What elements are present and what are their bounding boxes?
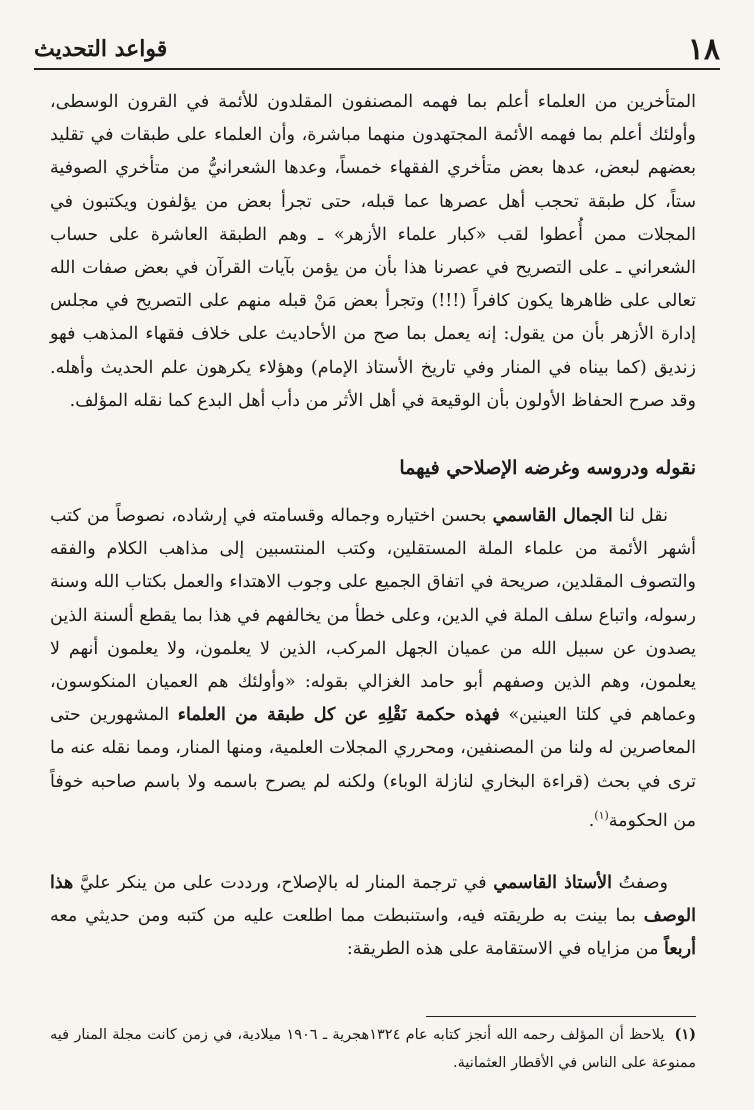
- page-header: [34, 30, 720, 70]
- footnote: [50, 1021, 696, 1077]
- paragraph-3-text: [50, 867, 696, 967]
- paragraph-2: [50, 500, 696, 838]
- paragraph-1-text: المتأخرين من العلماء أعلم بما فهمه المصنفون المقلدون للأئمة في القرون الوسطى، وأولئك أعلم بما فهمه الأئمة المجتهدون منهما مباشرة، وأن العلماء على طبقات في تقليد بعضهم لبعض، عدها بعض متأخري الفقهاء خمساً، وعدها الشعرانيُّ من متأخري الصوفية ستاً، كل طبقة تحجب أهل عصرها عما قبله، حتى تجرأ بعض من يؤلفون ويكتبون في المجلات ممن أُعطوا لقب «كبار علماء الأزهر» ـ وهم الطبقة العاشرة على حساب الشعراني ـ على التصريح في عصرنا هذا بأن من يؤمن بآيات القرآن في بعض صفات الله تعالى على ظاهرها يكون كافراً (!!!) وتجرأ بعض مَنْ قبله منهم على التصريح في مجلس إدارة الأزهر بأن من يقول: إنه يعمل بما صح من الأحاديث على خلاف فقهاء المذهب فهو زنديق (كما بيناه في المنار وفي تاريخ الأستاذ الإمام) وهؤلاء يكرهون علم الحديث وأهله. وقد صرح الحفاظ الأولون بأن الوقيعة في أهل الأثر من دأب أهل البدع كما نقله المؤلف.: [50, 92, 696, 411]
- paragraph-3-body-b: بما بينت به طريقته فيه، واستنبطت مما اطلعت عليه من كتبه ومن حديثي معه: [50, 906, 644, 927]
- paragraph-2-body-b: المشهورين حتى المعاصرين له ولنا من المصنفين، ومحرري المجلات العلمية، ومنها المنار، ومما نقله عنه ما ترى في بحث (قراءة البخاري لنازلة الوباء) ولكنه لم يصرح باسمه ولا باسم صاحبه خوفاً من الحكومة: [50, 705, 696, 831]
- paragraph-2-lead: نقل لنا: [612, 506, 668, 526]
- footnote-reference[interactable]: (١): [594, 808, 609, 822]
- bold-four: أربعاً: [664, 939, 696, 960]
- bold-this-description: هذا الوصف: [50, 873, 696, 927]
- name-ustadh-qasimi: الأستاذ القاسمي: [493, 873, 613, 893]
- paragraph-2-body-a: بحسن اختياره وجماله وقسامته في إرشاده، نصوصاً من كتب أشهر الأئمة من علماء الملة المستقلين، وكتب المنتسبين إلى مذاهب الكلام والفقه والتصوف المقلدين، صريحة في اتفاق الجميع على وجوب الاهتداء والعمل بكتاب الله وسنة رسوله، واتباع سلف الملة في الدين، وعلى خطأ من يخالفهم في هذا بما يقطع ألسنة الذين يصدون عن سبيل الله من عميان الجهل المركب، الذين لا يعلمون، ولا يعلمون أنهم لا يعلمون، وهم الذين وصفهم أبو حامد الغزالي بقوله: «وأولئك هم العميان المنكوسون، وعماهم في كلتا العينين»: [50, 506, 696, 726]
- running-title: قواعد التحديث: [34, 36, 168, 62]
- paragraph-1: [50, 86, 696, 418]
- bold-phrase: فهذه حكمة نَقْلِهِ عن كل طبقة من العلماء: [177, 705, 500, 726]
- footnote-marker: (١): [674, 1026, 696, 1043]
- paragraph-2-tail: .: [588, 810, 595, 831]
- page-number: ١٨: [687, 31, 720, 67]
- section-heading: نقوله ودروسه وغرضه الإصلاحي فيهما: [399, 457, 696, 479]
- paragraph-2-text: [50, 500, 696, 838]
- paragraph-3-body-c: من مزاياه في الاستقامة على هذه الطريقة:: [346, 939, 665, 960]
- footnote-text: يلاحظ أن المؤلف رحمه الله أنجز كتابه عام ١٣٢٤هجرية ـ ١٩٠٦ ميلادية، في زمن كانت مجلة المنار فيه ممنوعة على الناس في الأقطار العثمانية.: [50, 1027, 696, 1071]
- paragraph-3-lead: وصفتُ: [612, 873, 668, 893]
- paragraph-3-body-a: في ترجمة المنار له بالإصلاح، ورددت على من ينكر عليَّ: [73, 873, 494, 893]
- footnote-divider: [426, 1016, 696, 1017]
- name-qasimi: الجمال القاسمي: [492, 506, 613, 526]
- paragraph-3: [50, 867, 696, 967]
